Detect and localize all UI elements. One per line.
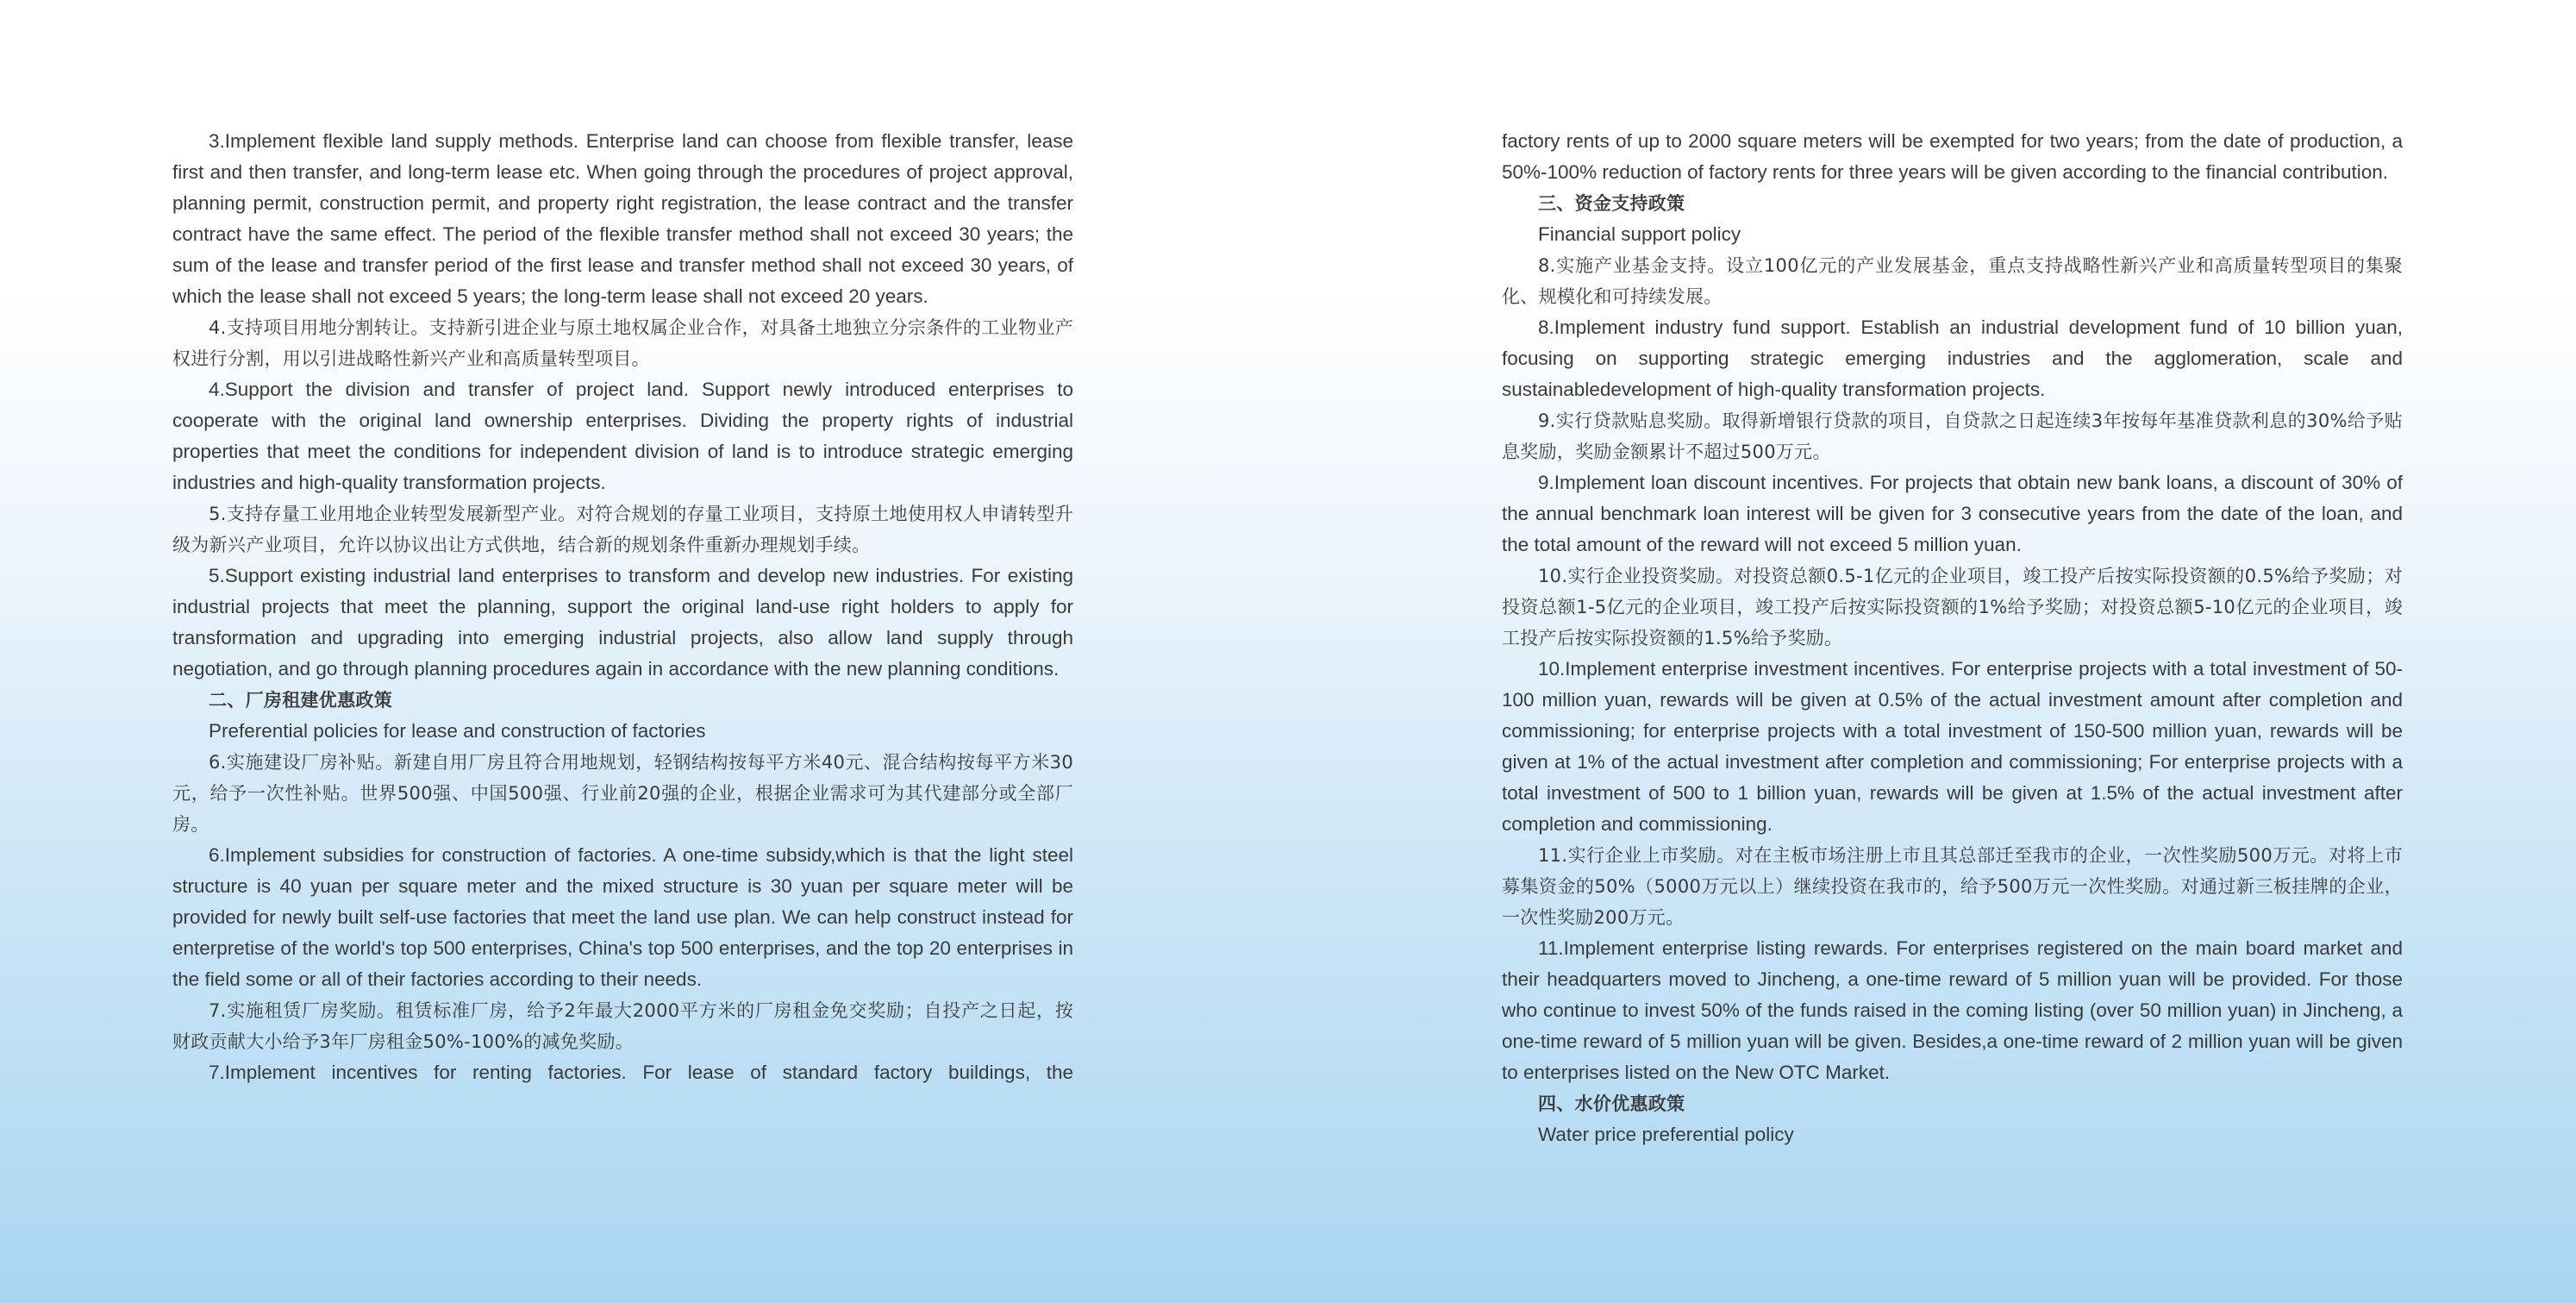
paragraph-chinese: 5.支持存量工业用地企业转型发展新型产业。对符合规划的存量工业项目，支持原土地使用权人申请转型升级为新兴产业项目，允许以协议出让方式供地，结合新的规划条件重新办理规划手续。 <box>172 504 1073 555</box>
section-heading: 二、厂房租建优惠政策 <box>209 690 392 711</box>
right-page-column <box>1502 126 2403 1150</box>
paragraph: 11.Implement enterprise listing rewards. For enterprises registered on the main board market and their headquarters moved to Jincheng, a one-time reward of 5 million yuan will be provided. For those who continue to invest 50% of the funds raised in the coming listing (over 50 million yuan) in Jincheng, a one-time reward of 5 million yuan will be given. Besides,a one-time reward of 2 million yuan will be given to enterprises listed on the New OTC Market. <box>1502 937 2403 1083</box>
paragraph-chinese: 11.实行企业上市奖励。对在主板市场注册上市且其总部迁至我市的企业，一次性奖励500万元。对将上市募集资金的50%（5000万元以上）继续投资在我市的，给予500万元一次性奖励。对通过新三板挂牌的企业，一次性奖励200万元。 <box>1502 845 2403 928</box>
paragraph: 5.Support existing industrial land enterprises to transform and develop new industries. For existing industrial projects that meet the planning, support the original land-use right holders to apply for transformation and upgrading into emerging industrial projects, also allow land supply through negotiation, and go through planning procedures again in accordance with the new planning conditions. <box>172 565 1073 680</box>
section-subheading: Financial support policy <box>1538 223 1741 245</box>
paragraph: 7.Implement incentives for renting factories. For lease of standard factory buildings, the <box>209 1062 1073 1083</box>
paragraph: 4.Support the division and transfer of project land. Support newly introduced enterprises to cooperate with the original land ownership enterprises. Dividing the property rights of industrial properties that meet the conditions for independent division of land is to introduce strategic emerging industries and high-quality transformation projects. <box>172 379 1073 493</box>
section-subheading: Preferential policies for lease and construction of factories <box>209 720 706 742</box>
paragraph-chinese: 10.实行企业投资奖励。对投资总额0.5-1亿元的企业项目，竣工投产后按实际投资额的0.5%给予奖励；对投资总额1-5亿元的企业项目，竣工投产后按实际投资额的1%给予奖励；对投资总额5-10亿元的企业项目，竣工投产后按实际投资额的1.5%给予奖励。 <box>1502 566 2403 648</box>
left-page-column <box>172 126 1073 1088</box>
paragraph: 8.Implement industry fund support. Establish an industrial development fund of 10 billion yuan, focusing on supporting strategic emerging industries and the agglomeration, scale and sustainabledevelopment of high-quality transformation projects. <box>1502 316 2403 400</box>
paragraph-chinese: 7.实施租赁厂房奖励。租赁标准厂房，给予2年最大2000平方米的厂房租金免交奖励；自投产之日起，按财政贡献大小给予3年厂房租金50%-100%的减免奖励。 <box>172 1000 1073 1052</box>
paragraph: 6.Implement subsidies for construction of factories. A one-time subsidy,which is that the light steel structure is 40 yuan per square meter and the mixed structure is 30 yuan per square meter will be provided for newly built self-use factories that meet the land use plan. We can help construct instead for enterpretise of the world's top 500 enterprises, China's top 500 enterprises, and the top 20 enterprises in the field some or all of their factories according to their needs. <box>172 844 1073 990</box>
paragraph: 10.Implement enterprise investment incentives. For enterprise projects with a total investment of 50-100 million yuan, rewards will be given at 0.5% of the actual investment amount after completion and commissioning; for enterprise projects with a total investment of 150-500 million yuan, rewards will be given at 1% of the actual investment after completion and commissioning; For enterprise projects with a total investment of 500 to 1 billion yuan, rewards will be given at 1.5% of the actual investment after completion and commissioning. <box>1502 658 2403 835</box>
section-heading: 四、水价优惠政策 <box>1538 1093 1685 1114</box>
paragraph-chinese: 4.支持项目用地分割转让。支持新引进企业与原土地权属企业合作，对具备土地独立分宗条件的工业物业产权进行分割，用以引进战略性新兴产业和高质量转型项目。 <box>172 317 1073 369</box>
paragraph-continued: factory rents of up to 2000 square meters will be exempted for two years; from the date of production, a 50%-100% reduction of factory rents for three years will be given according to the financial contribution. <box>1502 130 2403 183</box>
paragraph-chinese: 9.实行贷款贴息奖励。取得新增银行贷款的项目，自贷款之日起连续3年按每年基准贷款利息的30%给予贴息奖励，奖励金额累计不超过500万元。 <box>1502 410 2403 462</box>
paragraph: 9.Implement loan discount incentives. For projects that obtain new bank loans, a discount of 30% of the annual benchmark loan interest will be given for 3 consecutive years from the date of the loan, and the total amount of the reward will not exceed 5 million yuan. <box>1502 472 2403 555</box>
paragraph-chinese: 6.实施建设厂房补贴。新建自用厂房且符合用地规划，轻钢结构按每平方米40元、混合结构按每平方米30元，给予一次性补贴。世界500强、中国500强、行业前20强的企业，根据企业需求可为其代建部分或全部厂房。 <box>172 752 1073 835</box>
section-heading: 三、资金支持政策 <box>1538 193 1685 214</box>
section-subheading: Water price preferential policy <box>1538 1124 1794 1145</box>
paragraph-chinese: 8.实施产业基金支持。设立100亿元的产业发展基金，重点支持战略性新兴产业和高质量转型项目的集聚化、规模化和可持续发展。 <box>1502 255 2403 307</box>
paragraph: 3.Implement flexible land supply methods. Enterprise land can choose from flexible transfer, lease first and then transfer, and long-term lease etc. When going through the procedures of project approval, planning permit, construction permit, and property right registration, the lease contract and the transfer contract have the same effect. The period of the flexible transfer method shall not exceed 30 years; the sum of the lease and transfer period of the first lease and transfer method shall not exceed 30 years, of which the lease shall not exceed 5 years; the long-term lease shall not exceed 20 years. <box>172 130 1073 307</box>
